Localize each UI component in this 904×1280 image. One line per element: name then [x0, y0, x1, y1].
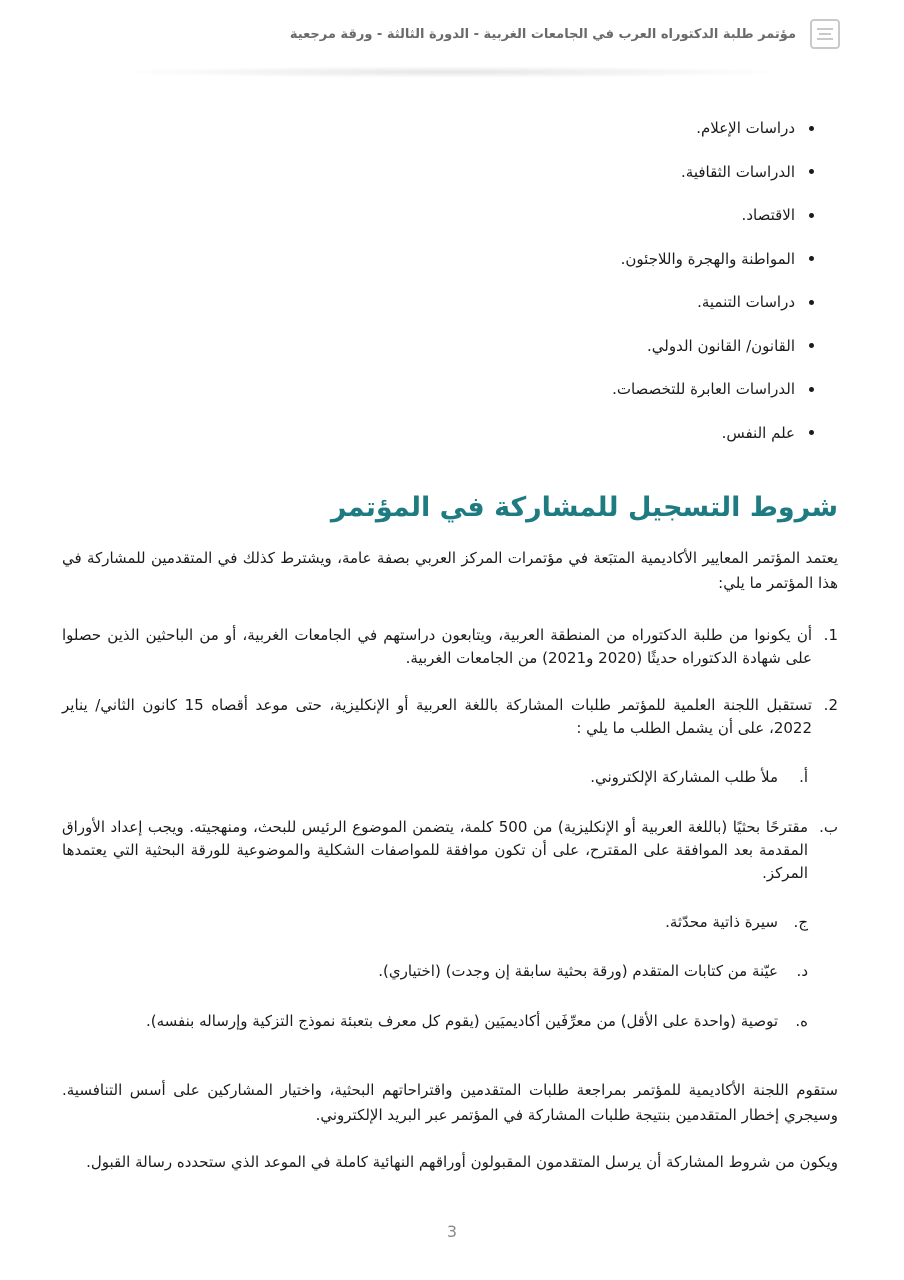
- list-item: دراسات التنمية.: [612, 292, 814, 312]
- list-item: الاقتصاد.: [612, 205, 814, 225]
- bullet-icon: [809, 387, 814, 392]
- bullet-icon: [809, 213, 814, 218]
- sub-item-text: مقترحًا بحثيًا (باللغة العربية أو الإنكليزية) من 500 كلمة، يتضمن الموضوع الرئيس للبحث، ومنهجيته. ويجب إعداد الأوراق المقدمة بعد الموافقة على المقترح، على أن تكون موافقة للمواصفات الشكلية والموضوعية للورقة البحثية التي يعتمدها المركز.: [62, 818, 808, 882]
- sub-item-d: [62, 960, 808, 983]
- sub-item-text: ملأ طلب المشاركة الإلكتروني.: [590, 768, 778, 786]
- numbered-item-1: [62, 624, 838, 670]
- review-paragraph: ستقوم اللجنة الأكاديمية للمؤتمر بمراجعة طلبات المتقدمين واقتراحاتهم البحثية، واختيار المشاركين على أسس التنافسية. وسيجري إخطار المتقدمين بنتيجة طلبات المشاركة في المؤتمر عبر البريد الإلكتروني.: [62, 1081, 838, 1124]
- sub-item-text: سيرة ذاتية محدّثة.: [665, 913, 778, 931]
- bullet-icon: [809, 430, 814, 435]
- list-item: دراسات الإعلام.: [612, 118, 814, 138]
- bullet-icon: [809, 126, 814, 131]
- sub-item-b: [62, 816, 838, 885]
- list-item: الدراسات العابرة للتخصصات.: [612, 379, 814, 399]
- list-item: علم النفس.: [612, 423, 814, 443]
- item-text: تستقبل اللجنة العلمية للمؤتمر طلبات المشاركة باللغة العربية أو الإنكليزية، حتى موعد أقصاه 15 كانون الثاني/ يناير 2022، على أن يشمل الطلب ما يلي :: [62, 696, 812, 737]
- sub-item-a: [62, 766, 808, 789]
- sub-item-letter: ج.: [793, 913, 808, 931]
- bullet-icon: [809, 300, 814, 305]
- intro-paragraph: يعتمد المؤتمر المعايير الأكاديمية المتبَعة في مؤتمرات المركز العربي بصفة عامة، ويشترط كذلك في المتقدمين للمشاركة في هذا المؤتمر ما يلي:: [62, 549, 838, 592]
- sub-item-text: عيّنة من كتابات المتقدم (ورقة بحثية سابقة إن وجدت) (اختياري).: [378, 962, 778, 980]
- list-item: القانون/ القانون الدولي.: [612, 336, 814, 356]
- sub-item-letter: د.: [796, 962, 808, 980]
- bullet-icon: [809, 256, 814, 261]
- page-header: [60, 14, 840, 54]
- final-paragraph: ويكون من شروط المشاركة أن يرسل المتقدمون المقبولون أوراقهم النهائية كاملة في الموعد الذي ستحدده رسالة القبول.: [86, 1153, 838, 1171]
- section-title: شروط التسجيل للمشاركة في المؤتمر: [330, 492, 838, 523]
- sub-item-e: [62, 1010, 808, 1033]
- sub-item-text: توصية (واحدة على الأقل) من معرِّفَين أكاديميَين (يقوم كل معرف بتعبئة نموذج التزكية وإرساله بنفسه).: [146, 1012, 778, 1030]
- list-item: المواطنة والهجرة واللاجئون.: [612, 249, 814, 269]
- header-divider: [110, 66, 794, 78]
- sub-item-c: [62, 911, 808, 934]
- bullet-icon: [809, 169, 814, 174]
- conference-logo-icon: [810, 19, 840, 49]
- sub-item-letter: ب.: [819, 818, 838, 836]
- bullet-icon: [809, 343, 814, 348]
- list-item: الدراسات الثقافية.: [612, 162, 814, 182]
- sub-item-letter: أ.: [799, 768, 808, 786]
- numbered-item-2: [62, 694, 838, 740]
- page-number: 3: [446, 1222, 458, 1241]
- item-text: أن يكونوا من طلبة الدكتوراه من المنطقة العربية، ويتابعون دراستهم في الجامعات الغربية، أو من الباحثين الذين حصلوا على شهادة الدكتوراه حديثًا (2020 و2021) من الجامعات الغربية.: [62, 626, 812, 667]
- fields-bullet-list: [612, 118, 814, 466]
- item-number: 1.: [823, 626, 838, 644]
- item-number: 2.: [823, 696, 838, 714]
- header-title: مؤتمر طلبة الدكتوراه العرب في الجامعات الغربية - الدورة الثالثة - ورقة مرجعية: [289, 26, 796, 42]
- sub-item-letter: ه.: [795, 1012, 808, 1030]
